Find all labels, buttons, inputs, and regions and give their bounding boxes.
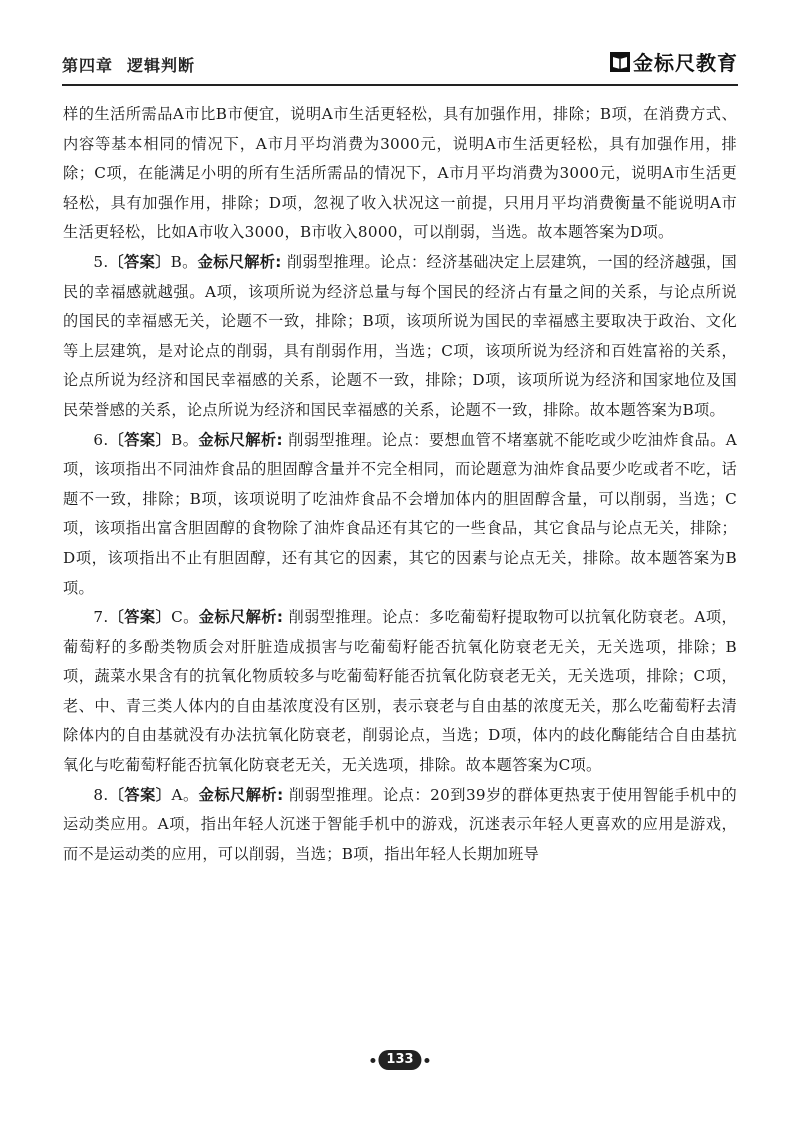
question-number: 6.	[93, 430, 109, 449]
page-number-badge	[370, 1050, 429, 1070]
chapter-heading	[62, 53, 195, 76]
question-number: 7.	[93, 608, 109, 627]
analysis-text: 削弱型推理。论点：经济基础决定上层建筑，一国的经济越强，国民的幸福感就越强。A项，该项所说为经济总量与每个国民的经济占有量之间的关系，与论点所说的国民的幸福感无关，论题不一致，排除；B项，该项所说为国民的幸福感主要取决于政治、文化等上层建筑，是对论点的削弱，具有削弱作用，当选；C项，该项所说为经济和百姓富裕的关系，论点所说为经济和国民幸福感的关系，论题不一致，排除；D项，该项所说为经济和国家地位及国民荣誉感的关系，论点所说为经济和国民幸福感的关系，论题不一致，排除。故本题答案为B项。	[63, 252, 738, 419]
answer-tag: 〔答案〕	[108, 785, 172, 804]
answer-value: A。	[171, 785, 199, 804]
answer-value: B。	[170, 252, 198, 271]
analysis-text: 削弱型推理。论点：多吃葡萄籽提取物可以抗氧化防衰老。A项，葡萄籽的多酚类物质会对肝脏造成损害与吃葡萄籽能否抗氧化防衰老无关，无关选项，排除；B项，蔬菜水果含有的抗氧化物质较多与吃葡萄籽能否抗氧化防衰老无关，无关选项，排除；C项，老、中、青三类人体内的自由基浓度没有区别，表示衰老与自由基的浓度无关，那么吃葡萄籽去清除体内的自由基就没有办法抗氧化防衰老，削弱论点，当选；D项，体内的歧化酶能结合自由基抗氧化与吃葡萄籽能否抗氧化防衰老无关，无关选项，排除。故本题答案为C项。	[63, 608, 737, 775]
analysis-text: 削弱型推理。论点：20到39岁的群体更热衷于使用智能手机中的运动类应用。A项，指出年轻人沉迷于智能手机中的游戏，沉迷表示年轻人更喜欢的应用是游戏，而不是运动类的应用，可以削弱，当选；B项，指出年轻人长期加班导	[63, 785, 737, 863]
answer-value: C。	[171, 608, 199, 627]
answer-tag: 〔答案〕	[108, 252, 171, 271]
chapter-number: 第四章	[62, 56, 114, 75]
page-header	[62, 42, 738, 86]
brand-name: 金标尺教育	[633, 51, 738, 75]
question-8	[63, 781, 737, 870]
question-6	[63, 426, 737, 604]
intro-paragraph: 样的生活所需品A市比B市便宜，说明A市生活更轻松，具有加强作用，排除；B项，在消费方式、内容等基本相同的情况下，A市月平均消费为3000元，说明A市生活更轻松，具有加强作用，排除；C项，在能满足小明的所有生活所需品的情况下，A市月平均消费为3000元，说明A市生活更轻松，具有加强作用，排除；D项，忽视了收入状况这一前提，只用月平均消费衡量不能说明A市生活更轻松，比如A市收入3000，B市收入8000，可以削弱，当选。故本题答案为D项。	[63, 105, 737, 242]
answer-tag: 〔答案〕	[108, 430, 172, 449]
question-number: 8.	[93, 785, 109, 804]
answer-tag: 〔答案〕	[108, 608, 172, 627]
brand-logo	[610, 47, 738, 76]
analysis-text: 削弱型推理。论点：要想血管不堵塞就不能吃或少吃油炸食品。A项，该项指出不同油炸食品的胆固醇含量并不完全相同，而论题意为油炸食品要少吃或者不吃，话题不一致，排除；B项，该项说明了吃油炸食品不会增加体内的胆固醇含量，可以削弱，当选；C项，该项指出富含胆固醇的食物除了油炸食品还有其它的一些食品，其它食品与论点无关，排除；D项，该项指出不止有胆固醇，还有其它的因素，其它的因素与论点无关，排除。故本题答案为B项。	[63, 430, 738, 597]
analysis-tag: 金标尺解析:	[197, 252, 282, 271]
analysis-tag: 金标尺解析:	[198, 430, 283, 449]
dot-icon	[370, 1058, 375, 1063]
question-7	[63, 603, 737, 781]
dot-icon	[425, 1058, 430, 1063]
answer-value: B。	[171, 430, 199, 449]
analysis-tag: 金标尺解析:	[198, 608, 284, 627]
analysis-tag: 金标尺解析:	[198, 785, 284, 804]
chapter-title: 逻辑判断	[127, 56, 196, 75]
page-content	[63, 100, 737, 869]
question-number: 5.	[93, 252, 109, 271]
question-5	[63, 248, 737, 426]
page-number: 133	[378, 1050, 421, 1070]
book-logo-icon	[610, 52, 630, 72]
